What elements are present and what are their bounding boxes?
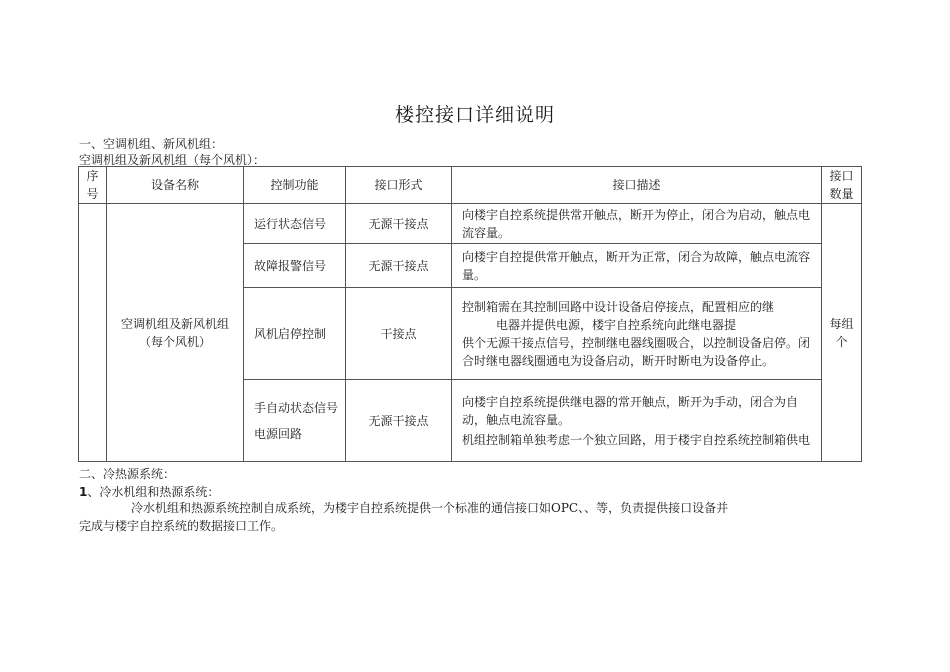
quantity-cell: 每组个 [822,204,862,462]
function-cell: 故障报警信号 [244,244,346,288]
header-function: 控制功能 [244,167,346,204]
header-quantity: 接口数量 [822,167,862,204]
section2-paragraph-line1: 冷水机组和热源系统控制自成系统，为楼宇自控系统提供一个标准的通信接口如OPC、、等，负责提供接口设备并 [131,501,729,515]
interface-type-cell: 干接点 [346,288,452,380]
header-device: 设备名称 [107,167,244,204]
function-cell: 运行状态信号 [244,204,346,244]
description-line: 电器并提供电源，楼宇自控系统向此继电器提 [496,317,737,332]
description-line: 机组控制箱单独考虑一个独立回路，用于楼宇自控系统控制箱供电 [462,432,811,447]
section2-sub-number: 1 [79,485,88,499]
section2-paragraph-line2: 完成与楼宇自控系统的数据接口工作。 [79,519,284,533]
table-header-row [79,167,862,204]
section2-subheading [79,483,219,500]
interface-type-cell: 无源干接点 [346,244,452,288]
function-line: 手自动状态信号 [254,400,339,415]
interface-type-cell: 无源干接点 [346,204,452,244]
device-name-line1: 空调机组及新风机组 [120,316,229,331]
device-name-line2: （每个风机） [138,334,211,349]
description-line: 控制箱需在其控制回路中设计设备启停接点，配置相应的继 [462,299,775,314]
description-cell: 向楼宇自控提供常开触点，断开为正常，闭合为故障，触点电流容量。 [452,244,822,288]
header-description: 接口描述 [452,167,822,204]
device-name-cell [107,204,244,462]
section2-heading: 二、冷热源系统： [79,467,176,481]
description-line: 供个无源干接点信号，控制继电器线圈吸合，以控制设备启停。闭合时继电器线圈通电为设备启动，断开时断电为设备停止。 [462,335,811,368]
function-line: 电源回路 [254,426,303,441]
function-cell [244,380,346,462]
description-cell [452,288,822,380]
seq-cell [79,204,107,462]
table-row [79,204,862,244]
interface-table [78,166,862,462]
description-line: 向楼宇自控系统提供继电器的常开触点，断开为手动，闭合为自动，触点电流容量。 [462,394,799,427]
section2-sub-text: 、冷水机组和热源系统： [87,485,220,499]
section1-subheading: 空调机组及新风机组（每个风机）： [79,153,266,167]
function-cell: 风机启停控制 [244,288,346,380]
header-seq: 序号 [79,167,107,204]
description-cell [452,380,822,462]
header-interface-type: 接口形式 [346,167,452,204]
section1-heading: 一、空调机组、新风机组： [79,137,224,151]
interface-type-cell: 无源干接点 [346,380,452,462]
document-title: 楼控接口详细说明 [394,104,555,126]
description-cell: 向楼宇自控系统提供常开触点，断开为停止，闭合为启动，触点电流容量。 [452,204,822,244]
